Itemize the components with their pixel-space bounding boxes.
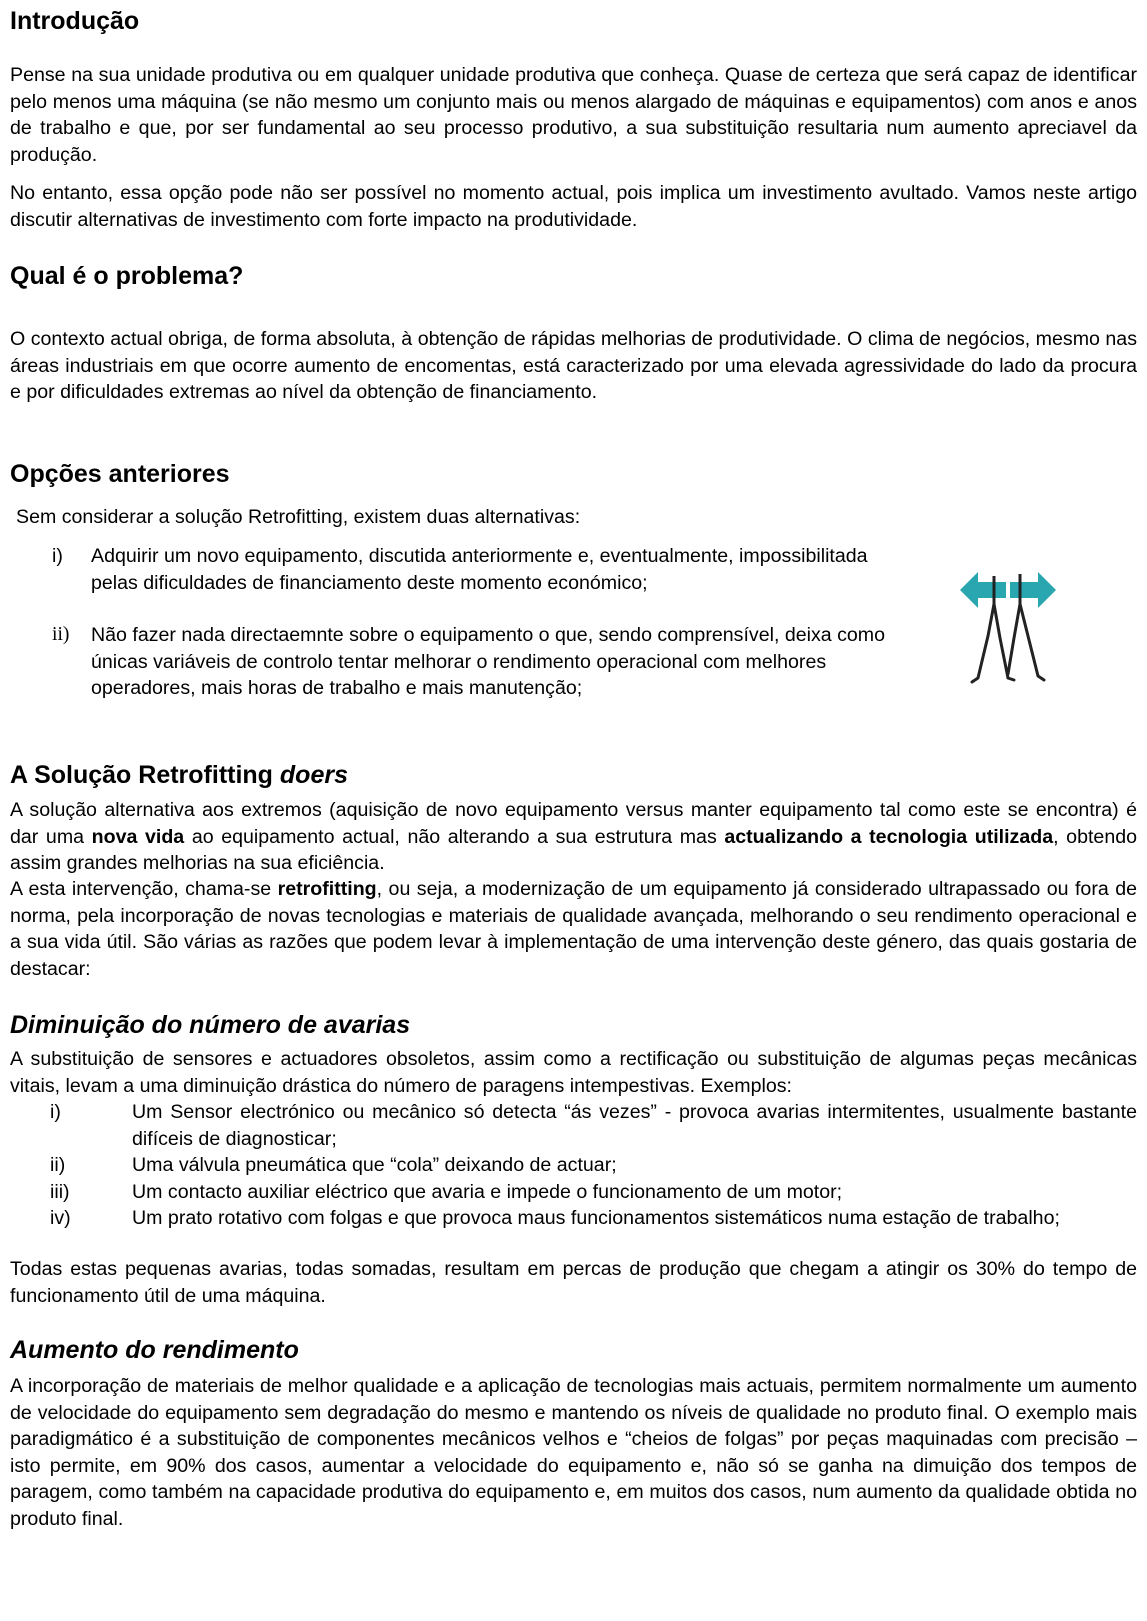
solution-text: , obtendo assim grandes melhorias na sua eficiência.	[10, 825, 1138, 874]
list-item-text: Adquirir um novo equipamento, discutida anteriormente e, eventualmente, impossibilitada pelas dificuldades de financiamento deste momento económico;	[91, 545, 868, 594]
failures-list	[10, 1099, 1137, 1232]
intro-paragraph-1: Pense na sua unidade produtiva ou em qualquer unidade produtiva que conheça. Quase de certeza que será capaz de identificar pelo menos uma máquina (se não mesmo um conjunto mais ou menos alargado de máquinas e equipamentos) com anos e anos de trabalho e que, por ser fundamental ao seu processo produtivo, a sua substituição resultaria num aumento apreciavel da produção.	[10, 64, 1137, 166]
failures-paragraph-1: A substituição de sensores e actuadores obsoletos, assim como a rectificação ou substituição de algumas peças mecânicas vitais, levam a uma diminuição drástica do número de paragens intempestivas. Exemplos:	[10, 1048, 1137, 1097]
solution-paragraph-2	[10, 876, 1137, 982]
list-item-number: iv)	[50, 1207, 71, 1229]
performance-paragraph: A incorporação de materiais de melhor qualidade e a aplicação de tecnologias mais actuais, permitem normalmente um aumento de velocidade do equipamento sem degradação do mesmo e mantendo os níveis de qualidade no produto final. O exemplo mais paradigmático é a substituição de componentes mecânicos velhos e “cheios de folgas” por peças maquinadas com precisão – isto permite, em 90% dos casos, aumentar a velocidade do equipamento e, não só se ganha na dimuição dos tempos de paragem, como também na capacidade produtiva do equipamento e, em muitos dos casos, num aumento da qualidade obtida no produto final.	[10, 1375, 1137, 1530]
solution-bold-retrofitting: retrofitting	[277, 878, 377, 900]
list-item-text: Uma válvula pneumática que “cola” deixando de actuar;	[132, 1154, 617, 1176]
list-item	[10, 1205, 1137, 1232]
list-item-text: Um contacto auxiliar eléctrico que avaria e impede o funcionamento de um motor;	[132, 1180, 843, 1203]
list-item-number: iii)	[50, 1180, 70, 1203]
heading-solucao-main: A Solução Retrofitting	[10, 761, 280, 789]
heading-rendimento: Aumento do rendimento	[10, 1336, 299, 1364]
list-item	[10, 622, 890, 702]
list-item-text: Não fazer nada directaemnte sobre o equipamento o que, sendo comprensível, deixa como únicas variáveis de controlo tentar melhorar o rendimento operacional com melhores operadores, mais horas de trabalho e mais manutenção;	[91, 624, 886, 699]
heading-avarias: Diminuição do número de avarias	[10, 1011, 411, 1039]
list-item-number: ii)	[50, 1154, 66, 1176]
solution-text: , ou seja, a modernização de um equipamento já considerado ultrapassado ou fora de norma, pela incorporação de novas tecnologias e materiais de qualidade avançada, melhorando o seu rendimento operacional e a sua vida útil. São várias as razões que podem levar à implementação de uma intervenção deste género, das quais gostaria de destacar:	[10, 878, 1137, 980]
solution-text: A solução alternativa aos extremos (aquisição de novo equipamento versus manter equipamento tal como este se encontra) é dar uma	[10, 799, 1137, 848]
problem-paragraph: O contexto actual obriga, de forma absoluta, à obtenção de rápidas melhorias de produtividade. O clima de negócios, mesmo nas áreas industriais em que ocorre aumento de encomentas, está caracterizado por uma elevada agressividade do lado da procura e por dificuldades extremas ao nível da obtenção de financiamento.	[10, 328, 1137, 403]
solution-bold-nova-vida: nova vida	[91, 825, 185, 848]
options-intro: Sem considerar a solução Retrofitting, existem duas alternativas:	[16, 506, 581, 528]
heading-problema: Qual é o problema?	[10, 262, 244, 290]
list-item-text: Um prato rotativo com folgas e que provoca maus funcionamentos sistemáticos numa estação de trabalho;	[132, 1207, 1060, 1229]
list-item-text: Um Sensor electrónico ou mecânico só detecta “ás vezes” - provoca avarias intermitentes, usualmente bastante difíceis de diagnosticar;	[132, 1101, 1137, 1150]
list-item	[10, 1099, 1137, 1152]
list-item-number: ii)	[52, 624, 70, 645]
intro-paragraph-2: No entanto, essa opção pode não ser possível no momento actual, pois implica um investimento avultado. Vamos neste artigo discutir alternativas de investimento com forte impacto na produtividade.	[10, 182, 1137, 231]
failures-paragraph-2: Todas estas pequenas avarias, todas somadas, resultam em percas de produção que chegam a atingir os 30% do tempo de funcionamento útil de uma máquina.	[10, 1258, 1137, 1307]
list-item	[10, 1152, 1137, 1179]
heading-opcoes: Opções anteriores	[10, 460, 230, 488]
list-item-number: i)	[52, 545, 63, 567]
solution-bold-tecnologia: actualizando a tecnologia utilizada	[724, 825, 1054, 848]
heading-introducao: Introdução	[10, 7, 140, 35]
two-figures-opposite-arrows-icon	[958, 566, 1058, 690]
solution-text: A esta intervenção, chama-se	[10, 878, 278, 900]
solution-text: ao equipamento actual, não alterando a sua estrutura mas	[184, 825, 725, 848]
list-item-number: i)	[50, 1101, 61, 1123]
list-item	[10, 543, 890, 596]
heading-solucao-emphasis: doers	[279, 761, 348, 789]
heading-solucao	[10, 760, 1137, 790]
list-item	[10, 1179, 1137, 1206]
solution-paragraph-1	[10, 797, 1137, 877]
